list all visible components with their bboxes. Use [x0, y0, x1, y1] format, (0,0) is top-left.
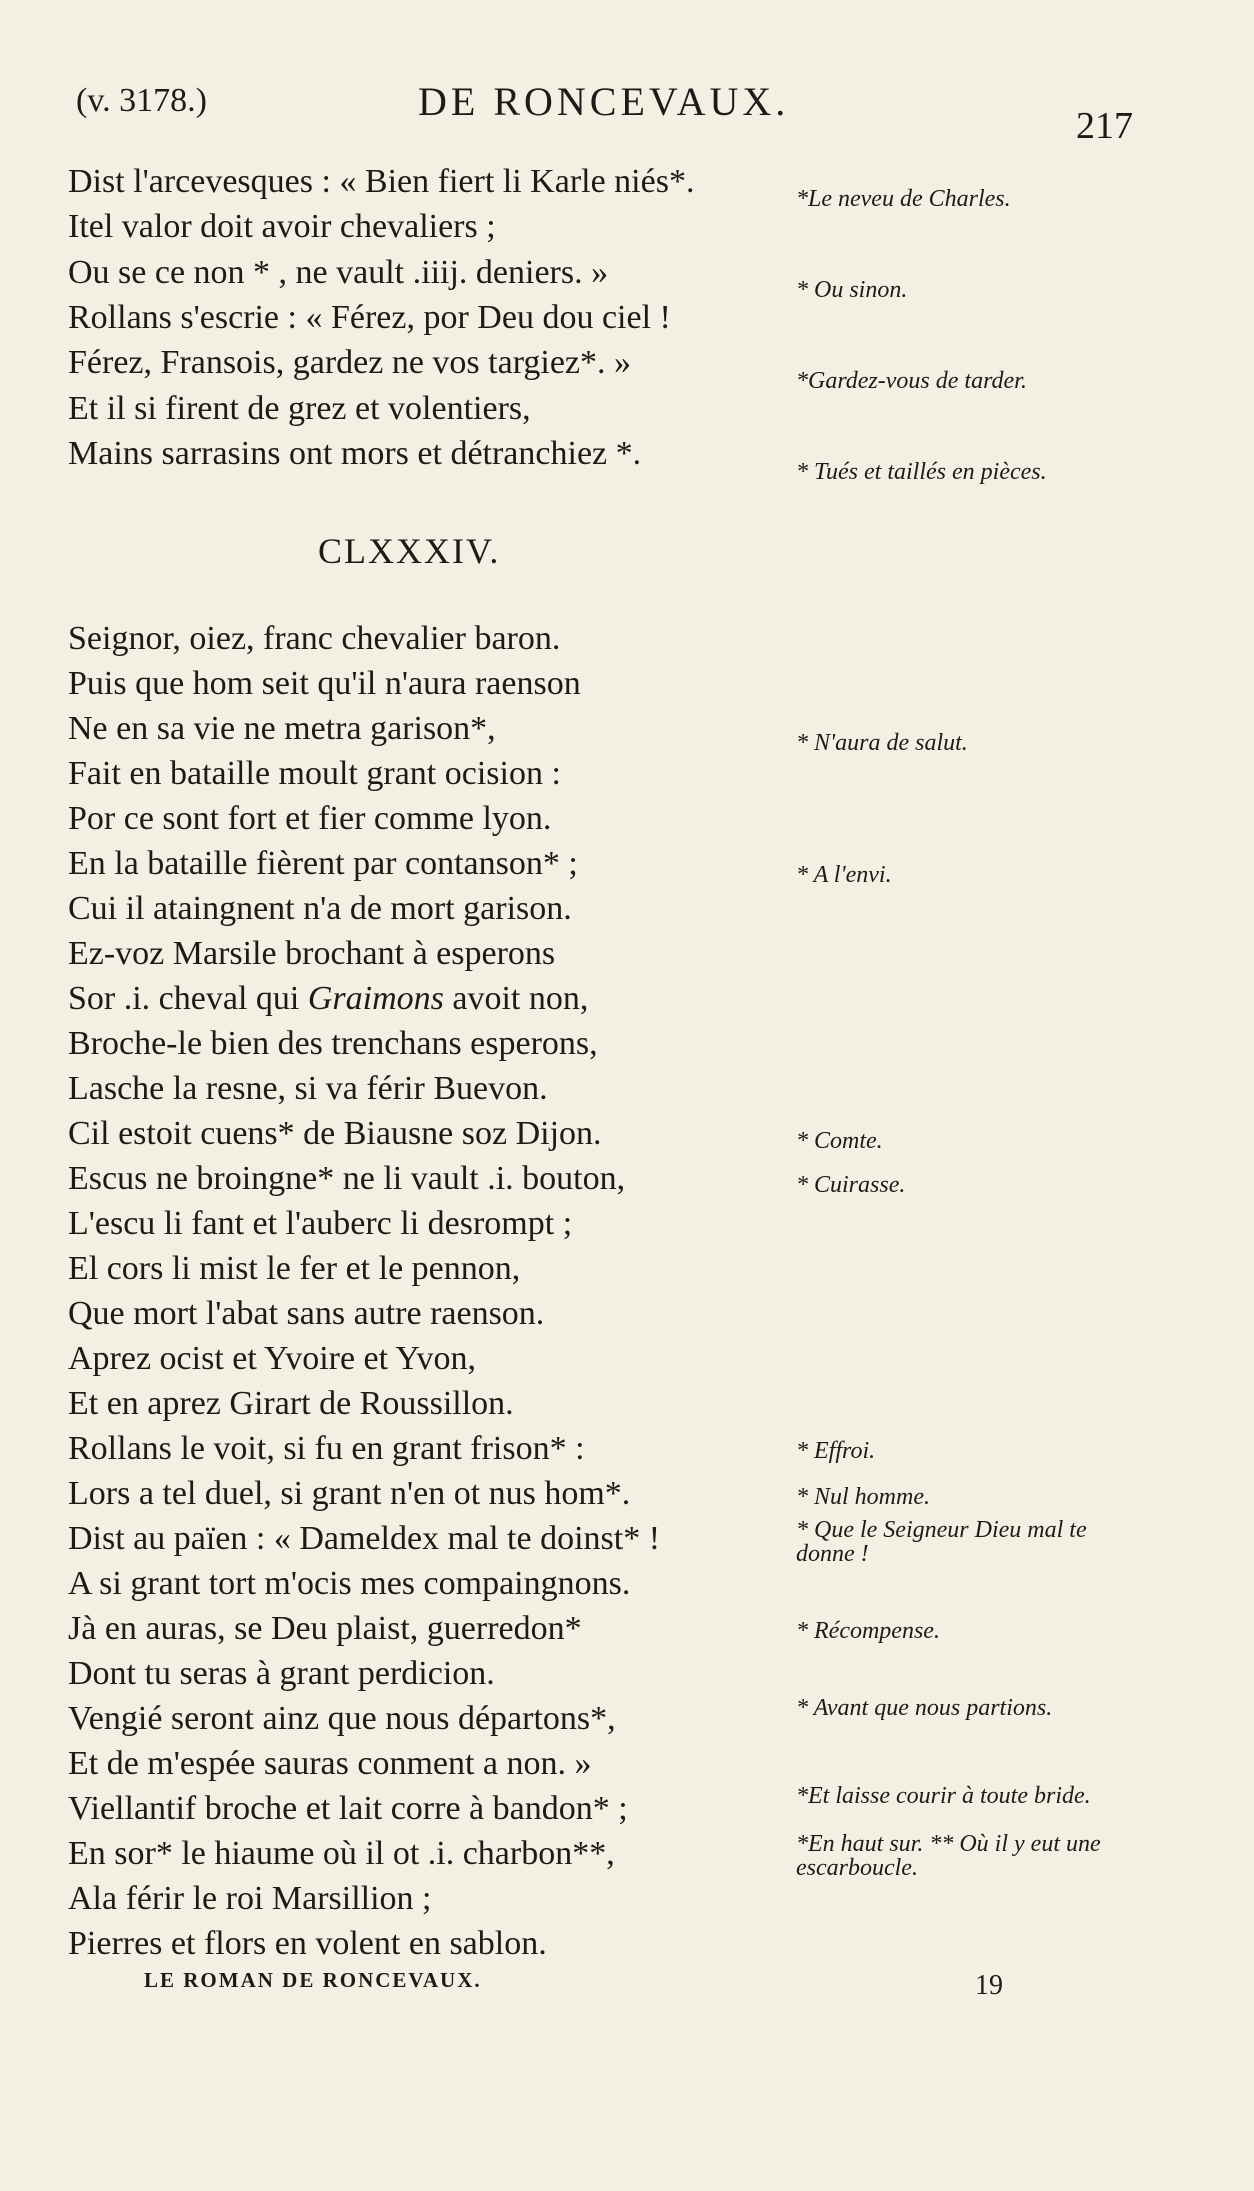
margin-note: * Ou sinon. — [796, 277, 908, 303]
verse-line: Pierres et flors en volent en sablon. — [68, 1925, 547, 1962]
page-number: 217 — [1076, 105, 1133, 147]
verse-line: Itel valor doit avoir chevaliers ; — [68, 208, 496, 245]
italic-name: Graimons — [307, 980, 444, 1017]
verse-line: Férez, Fransois, gardez ne vos targiez*. » — [68, 344, 632, 381]
margin-note: * Effroi. — [796, 1438, 876, 1464]
margin-note: *Le neveu de Charles. — [796, 186, 1011, 212]
verse-line: Viellantif broche et lait corre à bandon* ; — [68, 1790, 628, 1827]
verse-line: Et en aprez Girart de Roussillon. — [68, 1385, 514, 1422]
verse-line: Escus ne broingne* ne li vault .i. bouton, — [68, 1160, 626, 1197]
verse-line: A si grant tort m'ocis mes compaingnons. — [68, 1565, 631, 1602]
section-title: CLXXXIV. — [318, 531, 501, 571]
margin-note: *Et laisse courir à toute bride. — [796, 1783, 1091, 1809]
verse-line: Que mort l'abat sans autre raenson. — [68, 1295, 545, 1332]
margin-note: *En haut sur. ** Où il y eut une escarboucle. — [796, 1831, 1101, 1881]
running-title: DE RONCEVAUX. — [418, 79, 790, 124]
verse-line: Cil estoit cuens* de Biausne soz Dijon. — [68, 1115, 602, 1152]
verse-line: Fait en bataille moult grant ocision : — [68, 755, 561, 792]
verse-line: Lasche la resne, si va férir Buevon. — [68, 1070, 548, 1107]
verse-line: Seignor, oiez, franc chevalier baron. — [68, 620, 561, 657]
verse-reference: (v. 3178.) — [76, 82, 207, 119]
verse-line: Puis que hom seit qu'il n'aura raenson — [68, 665, 581, 702]
verse-line: Lors a tel duel, si grant n'en ot nus hom*. — [68, 1475, 631, 1512]
verse-line: Ez-voz Marsile brochant à esperons — [68, 935, 556, 972]
verse-line: Et de m'espée sauras conment a non. » — [68, 1745, 592, 1782]
margin-note: *Gardez-vous de tarder. — [796, 368, 1027, 394]
verse-line: Cui il ataingnent n'a de mort garison. — [68, 890, 572, 927]
margin-note: * Avant que nous partions. — [796, 1695, 1053, 1721]
verse-line: El cors li mist le fer et le pennon, — [68, 1250, 521, 1287]
verse-text: Sor .i. cheval qui — [68, 980, 308, 1017]
verse-line: Por ce sont fort et fier comme lyon. — [68, 800, 552, 837]
verse-text: avoit non, — [443, 980, 589, 1017]
verse-line: Dont tu seras à grant perdicion. — [68, 1655, 495, 1692]
margin-note: * N'aura de salut. — [796, 730, 968, 756]
verse-line: Dist l'arcevesques : « Bien fiert li Karle niés*. — [68, 163, 695, 200]
verse-line: Aprez ocist et Yvoire et Yvon, — [68, 1340, 476, 1377]
verse-line: En sor* le hiaume où il ot .i. charbon**, — [68, 1835, 615, 1872]
verse-line: Dist au païen : « Dameldex mal te doinst* ! — [68, 1520, 661, 1557]
gathering-number: 19 — [975, 1970, 1003, 2001]
margin-note: * Tués et taillés en pièces. — [796, 459, 1047, 485]
verse-line: Ou se ce non * , ne vault .iiij. deniers. » — [68, 254, 609, 291]
margin-note: * Cuirasse. — [796, 1172, 906, 1198]
verse-line: Vengié seront ainz que nous départons*, — [68, 1700, 616, 1737]
verse-line: Mains sarrasins ont mors et détranchiez *. — [68, 435, 642, 472]
running-header — [0, 79, 1254, 147]
verse-line: Et il si firent de grez et volentiers, — [68, 390, 531, 427]
margin-note: * Nul homme. — [796, 1484, 930, 1510]
verse-line: En la bataille fièrent par contanson* ; — [68, 845, 578, 882]
signature-mark: LE ROMAN DE RONCEVAUX. — [144, 1968, 482, 1992]
margin-note: * Que le Seigneur Dieu mal te donne ! — [796, 1517, 1087, 1567]
verse-line: Broche-le bien des trenchans esperons, — [68, 1025, 598, 1062]
verse-line: Rollans s'escrie : « Férez, por Deu dou ciel ! — [68, 299, 671, 336]
verse-line: Ne en sa vie ne metra garison*, — [68, 710, 496, 747]
margin-note: * A l'envi. — [796, 862, 892, 888]
margin-note: * Comte. — [796, 1128, 883, 1154]
verse-line: L'escu li fant et l'auberc li desrompt ; — [68, 1205, 573, 1242]
verse-line: Ala férir le roi Marsillion ; — [68, 1880, 432, 1917]
verse-line — [68, 980, 588, 1018]
verse-line: Jà en auras, se Deu plaist, guerredon* — [68, 1610, 582, 1647]
margin-note: * Récompense. — [796, 1618, 940, 1644]
verse-line: Rollans le voit, si fu en grant frison* : — [68, 1430, 585, 1467]
